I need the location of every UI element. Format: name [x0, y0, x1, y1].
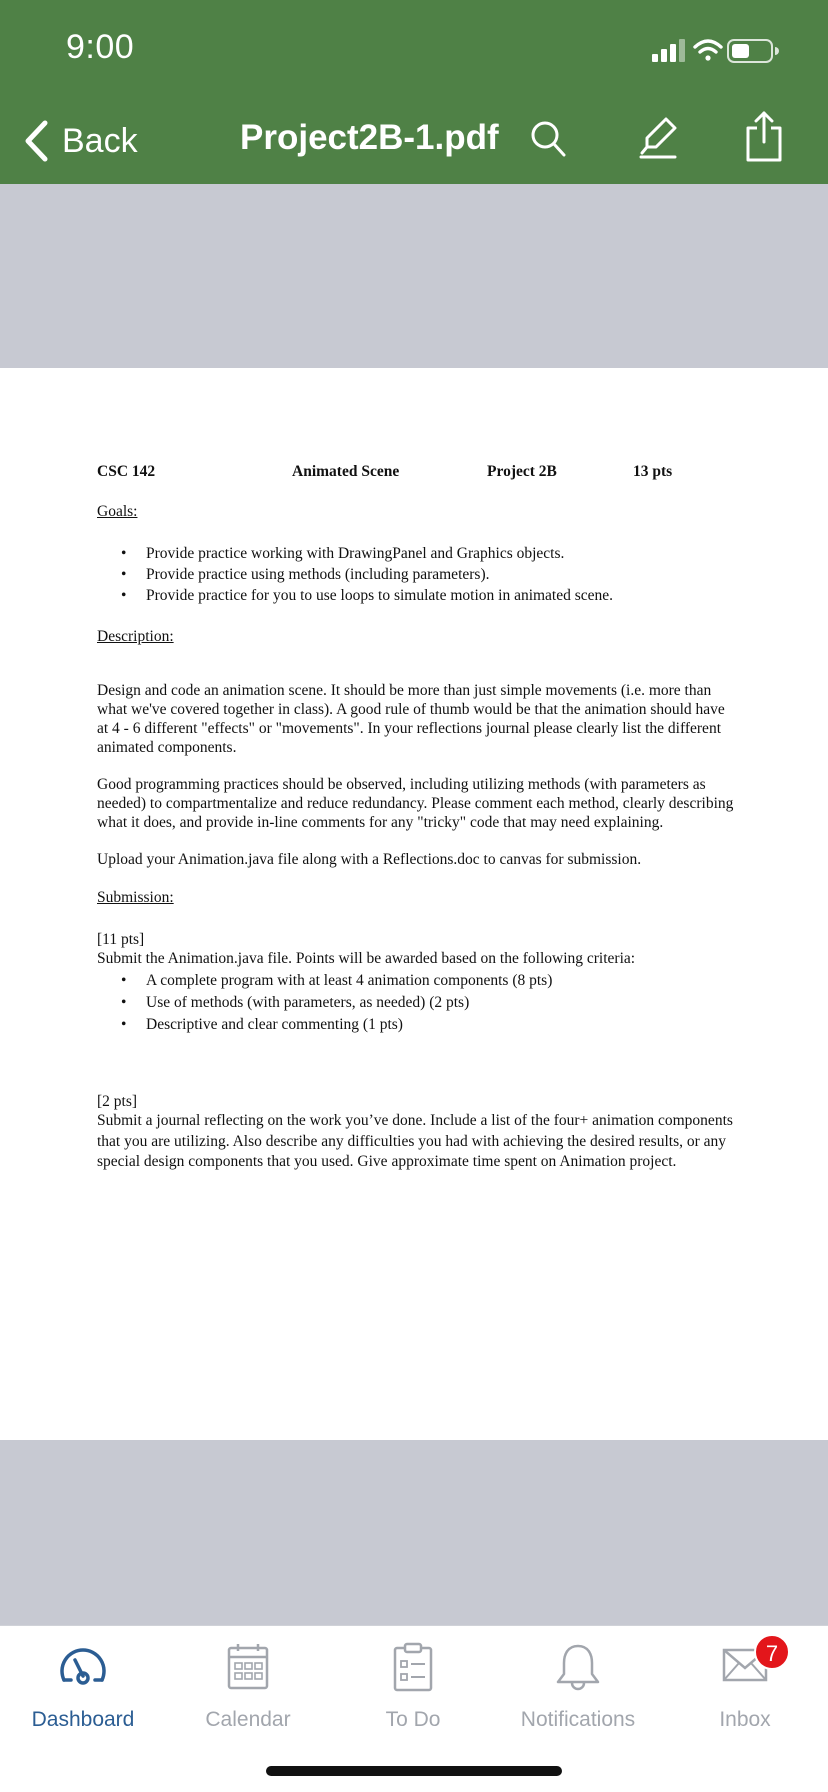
- tab-notifications[interactable]: [495, 1626, 661, 1746]
- back-button[interactable]: [22, 114, 138, 168]
- project-number: Project 2B: [487, 463, 557, 480]
- unread-badge: 7: [754, 1634, 790, 1670]
- share-icon[interactable]: [744, 110, 784, 162]
- tab-label: Inbox: [719, 1708, 771, 1731]
- tab-calendar[interactable]: [165, 1626, 331, 1746]
- part2-points: [2 pts]: [97, 1093, 138, 1110]
- list-item: • Provide practice for you to use loops to simulate motion in animated scene.: [97, 586, 737, 605]
- pdf-page: [0, 368, 828, 1440]
- battery-icon: [728, 40, 779, 62]
- list-item: • Descriptive and clear commenting (1 pts): [97, 1015, 737, 1034]
- list-item: • Provide practice using methods (including parameters).: [97, 565, 737, 584]
- course-code: CSC 142: [97, 463, 156, 480]
- tab-inbox[interactable]: [662, 1626, 828, 1746]
- list-item: • Provide practice working with DrawingPanel and Graphics objects.: [97, 544, 737, 563]
- tab-label: Dashboard: [31, 1708, 135, 1731]
- chevron-left-icon: [22, 119, 50, 163]
- tab-label: Calendar: [205, 1708, 291, 1731]
- submission-heading: Submission:: [97, 889, 174, 906]
- tab-label: To Do: [385, 1708, 441, 1731]
- list-item: • A complete program with at least 4 animation components (8 pts): [97, 971, 737, 990]
- bell-icon: [555, 1642, 601, 1692]
- highlighter-icon[interactable]: [638, 116, 678, 160]
- home-indicator: [266, 1766, 562, 1776]
- wifi-icon: [695, 41, 721, 61]
- status-icons: [652, 36, 792, 66]
- clipboard-icon: [393, 1642, 433, 1692]
- part1-points: [11 pts]: [97, 931, 145, 948]
- tab-dashboard[interactable]: [0, 1626, 166, 1746]
- description-paragraph: Upload your Animation.java file along with a Reflections.doc to canvas for submission.: [97, 851, 642, 868]
- description-heading: Description:: [97, 628, 174, 645]
- total-points: 13 pts: [633, 463, 673, 480]
- document-content: [97, 462, 737, 1173]
- criteria-list: [97, 971, 737, 1034]
- status-time: 9:00: [66, 28, 135, 66]
- navigation-header: [0, 0, 828, 184]
- part2-text: Submit a journal reflecting on the work you’ve done. Include a list of the four+ animation components that you are utilizing. Also describe any difficulties you had with achieving the desired results, or any special design components that you used. Give approximate time spent on Animation project.: [97, 1112, 733, 1170]
- description-paragraph: Design and code an animation scene. It should be more than just simple movements (i.e. more than what we've covered together in class). A good rule of thumb would be that the animation should have at 4 - 6 different "effects" or "movements". In your reflections journal please clearly list the different animated components.: [97, 682, 725, 756]
- document-header: [97, 462, 737, 482]
- goals-heading: Goals:: [97, 503, 138, 520]
- tab-to-do[interactable]: [330, 1626, 496, 1746]
- tab-label: Notifications: [520, 1708, 636, 1731]
- assignment-title: Animated Scene: [292, 463, 400, 480]
- calendar-icon: [227, 1642, 269, 1690]
- search-icon[interactable]: [530, 120, 566, 158]
- signal-icon: [652, 39, 685, 62]
- goals-list: [97, 544, 737, 605]
- part1-text: Submit the Animation.java file. Points will be awarded based on the following criteria:: [97, 950, 636, 967]
- list-item: • Use of methods (with parameters, as needed) (2 pts): [97, 993, 737, 1012]
- description-paragraph: Good programming practices should be observed, including utilizing methods (with parameters as needed) to compartmentalize and reduce redundancy. Please comment each method, clearly describing what it does, and provide in-line comments for any "tricky" code that may need explaining.: [97, 776, 734, 831]
- back-label: Back: [62, 121, 138, 160]
- gauge-icon: [57, 1642, 109, 1688]
- document-title: Project2B-1.pdf: [240, 118, 499, 157]
